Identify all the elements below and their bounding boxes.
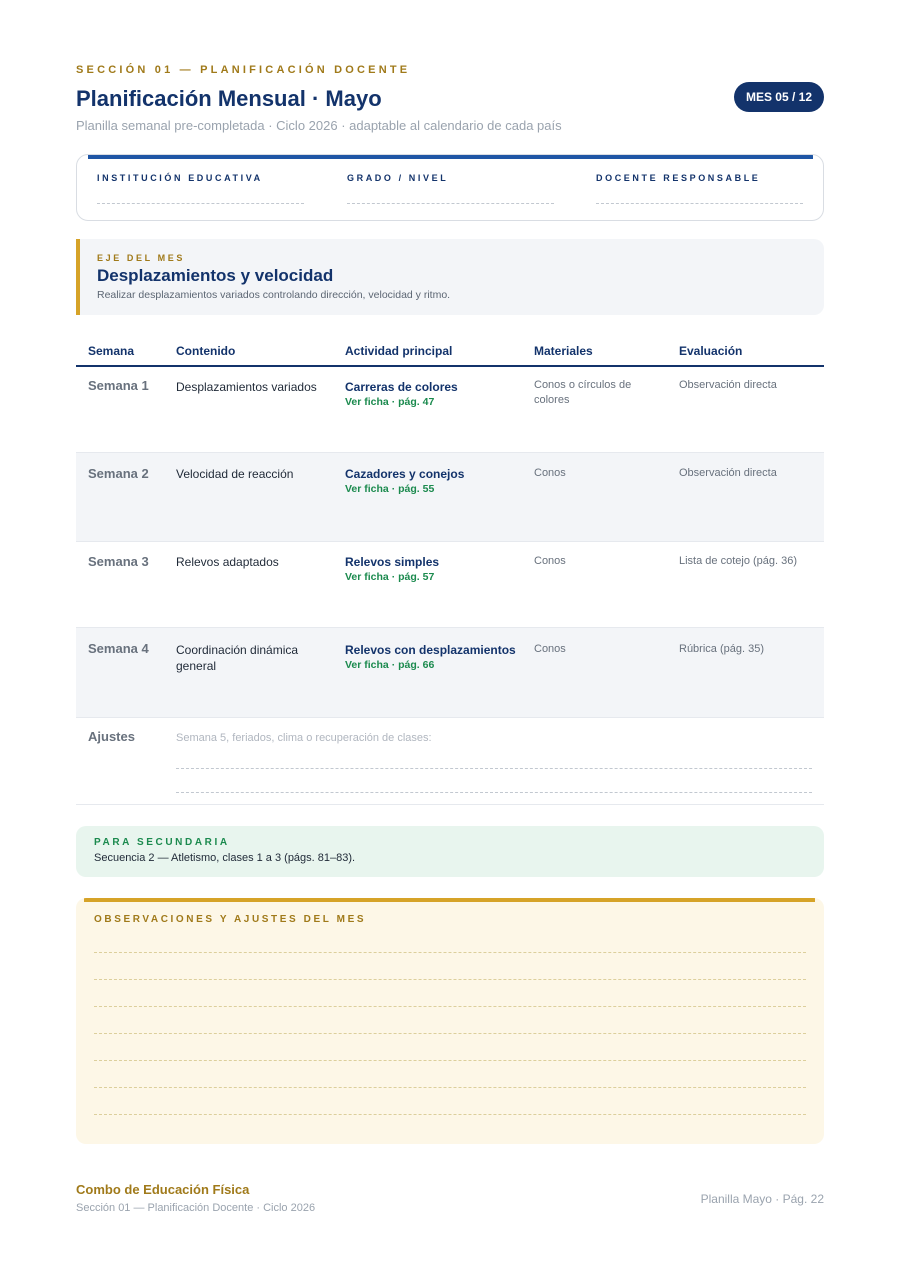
table-row xyxy=(76,542,824,628)
materials-cell: Conos xyxy=(534,555,566,567)
adjustments-write-line[interactable] xyxy=(176,792,812,793)
evaluation-cell: Rúbrica (pág. 35) xyxy=(679,643,764,655)
page-title: Planificación Mensual · Mayo xyxy=(76,86,382,111)
content-cell: Relevos adaptados xyxy=(176,555,279,569)
month-axis-description: Realizar desplazamientos variados controlando dirección, velocidad y ritmo. xyxy=(97,289,451,301)
evaluation-cell: Lista de cotejo (pág. 36) xyxy=(679,555,798,567)
grade-level-label: GRADO / NIVEL xyxy=(347,173,449,183)
observations-write-line[interactable] xyxy=(94,979,806,980)
identity-card xyxy=(76,154,824,221)
month-axis-card xyxy=(76,239,824,315)
month-axis-label: EJE DEL MES xyxy=(97,253,185,263)
content-cell: Desplazamientos variados xyxy=(176,380,317,394)
activity-title: Relevos con desplazamientos xyxy=(345,643,516,657)
month-badge: MES 05 / 12 xyxy=(734,82,824,112)
grade-level-field[interactable] xyxy=(347,173,554,204)
header-content: Contenido xyxy=(176,344,236,358)
footer-brand: Combo de Educación Física xyxy=(76,1182,250,1197)
observations-label: OBSERVACIONES Y AJUSTES DEL MES xyxy=(94,914,367,925)
month-axis-title: Desplazamientos y velocidad xyxy=(97,266,334,285)
observations-card xyxy=(76,898,824,1144)
header-materials: Materiales xyxy=(534,344,593,358)
teacher-label: DOCENTE RESPONSABLE xyxy=(596,173,761,183)
adjustments-write-line[interactable] xyxy=(176,768,812,769)
activity-cell xyxy=(345,466,525,497)
activity-sheet-link[interactable]: Ver ficha · pág. 57 xyxy=(345,571,435,583)
teacher-field[interactable] xyxy=(596,173,803,204)
table-row xyxy=(76,628,824,718)
observations-write-line[interactable] xyxy=(94,952,806,953)
secondary-text: Secuencia 2 — Atletismo, clases 1 a 3 (págs. 81–83). xyxy=(94,852,356,864)
week-label: Semana 2 xyxy=(88,466,149,481)
footer-page-number: Planilla Mayo · Pág. 22 xyxy=(700,1192,824,1206)
activity-sheet-link[interactable]: Ver ficha · pág. 66 xyxy=(345,659,435,671)
observations-write-line[interactable] xyxy=(94,1114,806,1115)
observations-accent-bar xyxy=(84,898,815,902)
week-label: Semana 4 xyxy=(88,641,149,656)
adjustments-note: Semana 5, feriados, clima o recuperación de clases: xyxy=(176,732,432,744)
activity-sheet-link[interactable]: Ver ficha · pág. 47 xyxy=(345,396,435,408)
activity-sheet-link[interactable]: Ver ficha · pág. 55 xyxy=(345,483,435,495)
section-eyebrow: SECCIÓN 01 — PLANIFICACIÓN DOCENTE xyxy=(76,64,411,76)
footer-subtitle: Sección 01 — Planificación Docente · Ciclo 2026 xyxy=(76,1202,316,1214)
adjustments-row xyxy=(76,718,824,805)
week-label: Semana 3 xyxy=(88,554,149,569)
page-subtitle: Planilla semanal pre-completada · Ciclo 2026 · adaptable al calendario de cada país xyxy=(76,118,562,133)
identity-card-accent-bar xyxy=(88,155,813,159)
institution-label: INSTITUCIÓN EDUCATIVA xyxy=(97,173,263,183)
header-evaluation: Evaluación xyxy=(679,344,743,358)
observations-write-line[interactable] xyxy=(94,1033,806,1034)
materials-cell: Conos xyxy=(534,467,566,479)
observations-write-line[interactable] xyxy=(94,1087,806,1088)
secondary-label: PARA SECUNDARIA xyxy=(94,837,230,848)
adjustments-label: Ajustes xyxy=(88,729,135,744)
activity-cell xyxy=(345,379,525,410)
evaluation-cell: Observación directa xyxy=(679,467,777,479)
activity-title: Cazadores y conejos xyxy=(345,467,465,481)
content-cell: Velocidad de reacción xyxy=(176,467,294,481)
teacher-write-line[interactable] xyxy=(596,203,803,204)
content-cell: Coordinación dinámica general xyxy=(176,643,299,673)
observations-write-line[interactable] xyxy=(94,1006,806,1007)
institution-field[interactable] xyxy=(97,173,304,204)
evaluation-cell: Observación directa xyxy=(679,379,777,391)
header-week: Semana xyxy=(88,344,135,358)
materials-cell: Conos o círculos de colores xyxy=(534,379,632,406)
institution-write-line[interactable] xyxy=(97,203,304,204)
secondary-note-card xyxy=(76,826,824,877)
table-row xyxy=(76,368,824,453)
observations-write-line[interactable] xyxy=(94,1060,806,1061)
materials-cell: Conos xyxy=(534,643,566,655)
grade-level-write-line[interactable] xyxy=(347,203,554,204)
header-activity: Actividad principal xyxy=(345,344,453,358)
activity-title: Carreras de colores xyxy=(345,380,458,394)
table-row xyxy=(76,453,824,542)
week-label: Semana 1 xyxy=(88,378,149,393)
activity-title: Relevos simples xyxy=(345,555,440,569)
activity-cell xyxy=(345,554,525,585)
table-header xyxy=(76,337,824,367)
activity-cell xyxy=(345,642,525,673)
